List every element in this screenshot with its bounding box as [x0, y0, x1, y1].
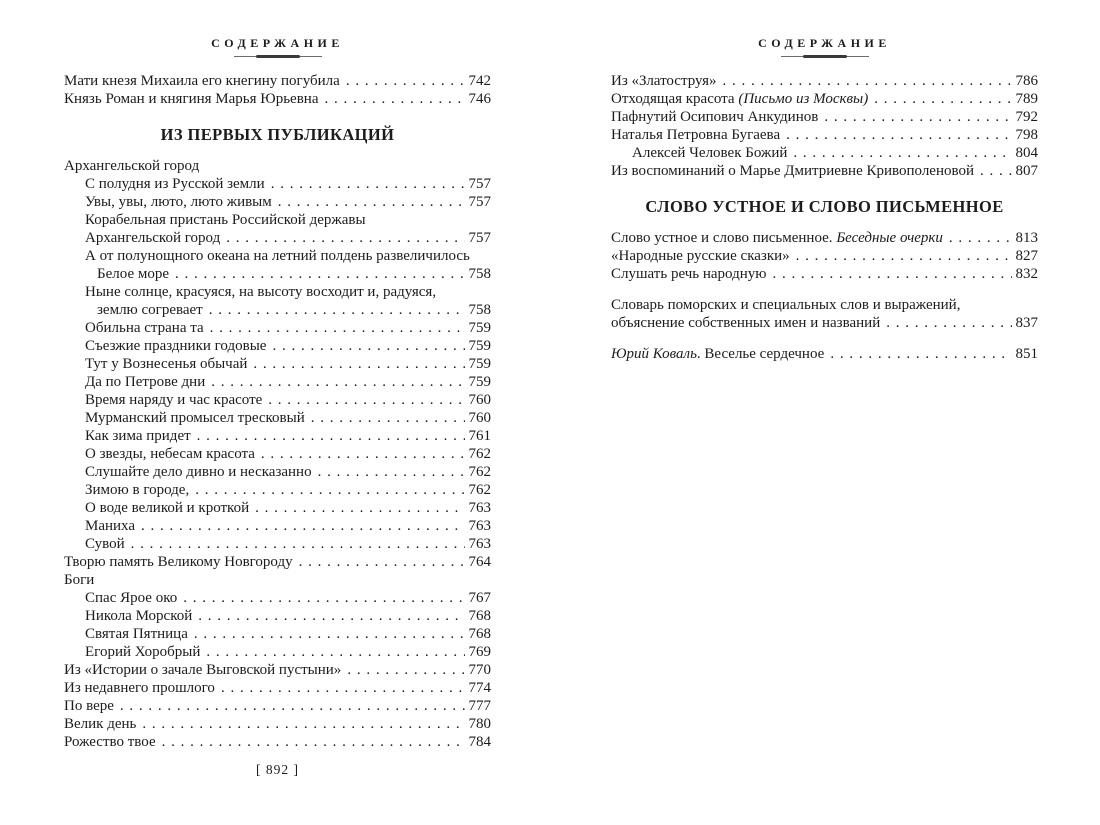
toc-page-number: 742: [468, 73, 491, 89]
toc-page-number: 757: [468, 176, 491, 192]
toc-row: [64, 499, 491, 517]
toc-row: [64, 427, 491, 445]
toc-page-number: 798: [1015, 127, 1038, 143]
toc-row: [64, 373, 491, 391]
toc-row: [64, 337, 491, 355]
toc-page-number: 758: [468, 302, 491, 318]
toc-title: Маниха: [85, 518, 136, 534]
toc-row: [64, 409, 491, 427]
toc-title: Белое море: [97, 266, 169, 282]
dot-leader: [824, 108, 1011, 126]
toc-row: [64, 463, 491, 481]
toc-row: [611, 144, 1038, 162]
toc-title: Пафнутий Осипович Анкудинов: [611, 109, 819, 125]
dot-leader: [278, 193, 465, 211]
toc-title: А от полунощного океана на летний полдень развеличилось: [85, 248, 470, 264]
toc-page-number: 774: [468, 680, 491, 696]
section-heading: СЛОВО УСТНОЕ И СЛОВО ПИСЬМЕННОЕ: [645, 197, 1004, 216]
toc-title: Князь Роман и княгиня Марья Юрьевна: [64, 91, 319, 107]
toc-row: [611, 229, 1038, 247]
toc-page-number: 767: [468, 590, 491, 606]
toc-page-number: 763: [468, 536, 491, 552]
toc-page-number: 813: [1015, 230, 1038, 246]
toc-title: Велик день: [64, 716, 137, 732]
toc-page-number: 837: [1015, 315, 1038, 331]
toc-page-number: 759: [468, 320, 491, 336]
toc-page-number: 762: [468, 464, 491, 480]
toc-title: «Народные русские сказки»: [611, 248, 790, 264]
dot-leader: [271, 175, 465, 193]
dot-leader: [183, 589, 464, 607]
toc-row: [64, 90, 491, 108]
toc-title: Из воспоминаний о Марье Дмитриевне Кривополеновой: [611, 163, 975, 179]
toc-page-number: 792: [1015, 109, 1038, 125]
running-head: СОДЕРЖАНИЕ: [758, 36, 891, 50]
toc-page-number: 763: [468, 518, 491, 534]
toc-title: Алексей Человек Божий: [632, 145, 788, 161]
spacer: [611, 332, 1038, 345]
dot-leader: [206, 643, 464, 661]
toc-page-right: [611, 36, 1038, 796]
toc-page-number: 770: [468, 662, 491, 678]
toc-row: [64, 643, 491, 661]
toc-row: [64, 679, 491, 697]
toc-page-number: 758: [468, 266, 491, 282]
dot-leader: [210, 319, 465, 337]
toc-row: [64, 733, 491, 751]
toc-title: Зимою в городе,: [85, 482, 190, 498]
toc-title: Слово устное и слово письменное. Беседные очерки: [611, 230, 943, 246]
dot-leader: [226, 229, 464, 247]
toc-title: Словарь поморских и специальных слов и выражений,: [611, 297, 961, 313]
toc-text-line: [64, 211, 491, 229]
toc-row: [64, 193, 491, 211]
toc-entries-left: [64, 72, 491, 751]
toc-row: [611, 126, 1038, 144]
toc-row: [64, 715, 491, 733]
toc-page-number: 768: [468, 608, 491, 624]
toc-text-line: [64, 157, 491, 175]
dot-leader: [793, 144, 1011, 162]
toc-title: Юрий Коваль. Веселье сердечное: [611, 346, 825, 362]
dot-leader: [346, 72, 465, 90]
toc-page-number: 761: [468, 428, 491, 444]
toc-title: Никола Морской: [85, 608, 193, 624]
toc-title: Спас Ярое око: [85, 590, 178, 606]
page-header: [64, 36, 491, 58]
toc-text-line: [64, 571, 491, 589]
toc-row: [611, 345, 1038, 363]
toc-row: [611, 108, 1038, 126]
toc-page-left: [64, 36, 491, 796]
toc-title: Наталья Петровна Бугаева: [611, 127, 781, 143]
dot-leader: [299, 553, 465, 571]
toc-title: объяснение собственных имен и названий: [611, 315, 881, 331]
toc-row: [611, 265, 1038, 283]
toc-row: [64, 607, 491, 625]
toc-row: [64, 553, 491, 571]
toc-title: Обильна страна та: [85, 320, 204, 336]
toc-page-number: 832: [1015, 266, 1038, 282]
toc-page-number: 851: [1015, 346, 1038, 362]
toc-page-number: 759: [468, 374, 491, 390]
dot-leader: [773, 265, 1012, 283]
toc-row: [64, 481, 491, 499]
dot-leader: [723, 72, 1012, 90]
toc-title: О звезды, небесам красота: [85, 446, 255, 462]
toc-title: Съезжие праздники годовые: [85, 338, 267, 354]
toc-page-number: 759: [468, 338, 491, 354]
toc-row: [611, 90, 1038, 108]
toc-title: Мати кнезя Михаила его кнегину погубила: [64, 73, 340, 89]
toc-title: По вере: [64, 698, 114, 714]
toc-row: [64, 72, 491, 90]
dot-leader: [131, 535, 465, 553]
toc-title: Святая Пятница: [85, 626, 188, 642]
toc-title: Из «Златоструя»: [611, 73, 717, 89]
toc-page-number: 777: [468, 698, 491, 714]
toc-page-number: 760: [468, 392, 491, 408]
dot-leader: [830, 345, 1011, 363]
dot-leader: [211, 373, 464, 391]
toc-page-number: 762: [468, 446, 491, 462]
toc-title: Слушать речь народную: [611, 266, 767, 282]
page-number-folio: [ 892 ]: [256, 762, 299, 777]
toc-title: Как зима придет: [85, 428, 191, 444]
toc-page-number: 780: [468, 716, 491, 732]
toc-row: [64, 661, 491, 679]
toc-title: Время наряду и час красоте: [85, 392, 263, 408]
toc-title: Сувой: [85, 536, 125, 552]
toc-title: землю согревает: [97, 302, 203, 318]
toc-title: Увы, увы, люто, люто живым: [85, 194, 272, 210]
toc-title: Боги: [64, 572, 95, 588]
toc-title: О воде великой и кроткой: [85, 500, 250, 516]
toc-entries-right: [611, 72, 1038, 363]
toc-row: [64, 301, 491, 319]
toc-text-line: [64, 247, 491, 265]
toc-row: [64, 391, 491, 409]
header-rule-ornament: [781, 55, 869, 58]
dot-leader: [209, 301, 465, 319]
toc-row: [64, 319, 491, 337]
dot-leader: [255, 499, 464, 517]
toc-row: [64, 697, 491, 715]
dot-leader: [197, 427, 465, 445]
toc-title: Слушайте дело дивно и несказанно: [85, 464, 312, 480]
toc-title: Мурманский промысел тресковый: [85, 410, 305, 426]
toc-page-number: 804: [1015, 145, 1038, 161]
dot-leader: [162, 733, 465, 751]
toc-row: [64, 625, 491, 643]
dot-leader: [272, 337, 464, 355]
toc-page-number: 760: [468, 410, 491, 426]
toc-title: С полудня из Русской земли: [85, 176, 265, 192]
toc-title: Отходящая красота (Письмо из Москвы): [611, 91, 869, 107]
toc-page-number: 768: [468, 626, 491, 642]
toc-row: [611, 72, 1038, 90]
toc-row: [64, 355, 491, 373]
dot-leader: [141, 517, 464, 535]
dot-leader: [142, 715, 464, 733]
dot-leader: [221, 679, 465, 697]
toc-title: Архангельской город: [64, 158, 200, 174]
toc-page-number: 784: [468, 734, 491, 750]
toc-page-number: 757: [468, 230, 491, 246]
dot-leader: [175, 265, 465, 283]
toc-page-number: 759: [468, 356, 491, 372]
toc-page-number: 786: [1015, 73, 1038, 89]
toc-title: Архангельской город: [85, 230, 221, 246]
dot-leader: [949, 229, 1012, 247]
toc-title: Из недавнего прошлого: [64, 680, 215, 696]
header-rule-ornament: [234, 55, 322, 58]
toc-page-number: 769: [468, 644, 491, 660]
toc-page-number: 827: [1015, 248, 1038, 264]
toc-title: Корабельная пристань Российской державы: [85, 212, 366, 228]
dot-leader: [268, 391, 464, 409]
toc-row: [611, 314, 1038, 332]
toc-title: Да по Петрове дни: [85, 374, 206, 390]
toc-title: Ныне солнце, красуяся, на высоту восходит и, радуяся,: [85, 284, 437, 300]
toc-page-number: 762: [468, 482, 491, 498]
toc-page-number: 763: [468, 500, 491, 516]
dot-leader: [261, 445, 465, 463]
dot-leader: [120, 697, 465, 715]
toc-page-number: 746: [468, 91, 491, 107]
toc-title: Егорий Хоробрый: [85, 644, 201, 660]
toc-page-number: 789: [1015, 91, 1038, 107]
toc-text-line: [611, 296, 1038, 314]
toc-row: [64, 175, 491, 193]
toc-title: Творю память Великому Новгороду: [64, 554, 293, 570]
toc-page-number: 764: [468, 554, 491, 570]
toc-row: [64, 589, 491, 607]
dot-leader: [324, 90, 464, 108]
running-head: СОДЕРЖАНИЕ: [211, 36, 344, 50]
dot-leader: [195, 481, 464, 499]
toc-page-number: 757: [468, 194, 491, 210]
section-heading: ИЗ ПЕРВЫХ ПУБЛИКАЦИЙ: [160, 125, 395, 144]
dot-leader: [796, 247, 1012, 265]
toc-row: [64, 265, 491, 283]
toc-text-line: [64, 283, 491, 301]
toc-row: [64, 445, 491, 463]
toc-row: [611, 247, 1038, 265]
toc-row: [64, 517, 491, 535]
page-header: [611, 36, 1038, 58]
dot-leader: [311, 409, 465, 427]
toc-row: [64, 229, 491, 247]
dot-leader: [194, 625, 465, 643]
toc-title: Из «Истории о зачале Выговской пустыни»: [64, 662, 342, 678]
dot-leader: [980, 162, 1011, 180]
toc-row: [64, 535, 491, 553]
dot-leader: [318, 463, 465, 481]
dot-leader: [886, 314, 1011, 332]
toc-title: Рожество твое: [64, 734, 156, 750]
toc-row: [611, 162, 1038, 180]
toc-title: Тут у Вознесенья обычай: [85, 356, 248, 372]
toc-page-number: 807: [1015, 163, 1038, 179]
spacer: [611, 283, 1038, 296]
dot-leader: [253, 355, 464, 373]
dot-leader: [874, 90, 1011, 108]
dot-leader: [786, 126, 1011, 144]
dot-leader: [198, 607, 464, 625]
dot-leader: [347, 661, 464, 679]
